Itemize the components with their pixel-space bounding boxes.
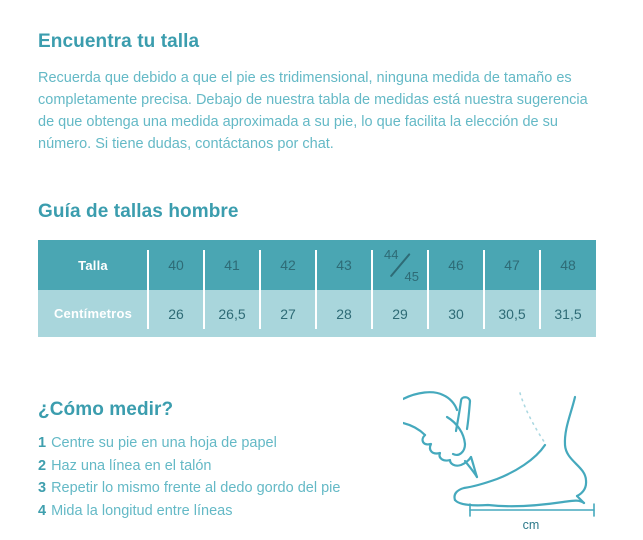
hand-with-pencil-icon: [403, 392, 477, 477]
split-size-top: 44: [384, 247, 399, 262]
step-number: 4: [38, 502, 47, 519]
size-cell: 46: [448, 257, 464, 273]
column-divider: [483, 250, 485, 329]
column-divider: [259, 250, 261, 329]
step-text: Haz una línea en el talón: [51, 457, 212, 474]
step-text: Mida la longitud entre líneas: [51, 502, 233, 519]
column-divider: [203, 250, 205, 329]
page-title: Encuentra tu talla: [38, 31, 200, 52]
how-to-title: ¿Cómo medir?: [38, 399, 174, 420]
split-size-bottom: 45: [404, 269, 419, 284]
unit-label: cm: [522, 518, 540, 532]
step-number: 1: [38, 435, 47, 451]
cm-cell: 27: [280, 305, 296, 322]
centimeters-label: Centímetros: [53, 306, 133, 321]
column-divider: [539, 250, 541, 329]
intro-paragraph: Recuerda que debido a que el pie es tridimensional, ninguna medida de tamaño es completamente precisa. Debajo de nuestra tabla de medidas está nuestra sugerencia de que obtenga una medida aproximada a su pie, lo que facilita la elección de su número. Si tiene dudas, contáctanos por chat.: [38, 70, 588, 152]
column-divider: [371, 250, 373, 329]
column-divider: [315, 250, 317, 329]
foot-measure-illustration: [403, 383, 628, 535]
size-cell: 41: [224, 257, 240, 273]
size-guide-title: Guía de tallas hombre: [38, 201, 239, 222]
step-number: 3: [38, 480, 47, 496]
cm-cell: 28: [336, 305, 352, 322]
cm-cell: 26,5: [218, 305, 246, 322]
cm-cell: 30: [448, 305, 464, 322]
talla-label: Talla: [78, 257, 108, 273]
step-number: 2: [38, 457, 47, 474]
size-table: [38, 240, 596, 337]
size-table-header-row: [38, 240, 596, 290]
size-cell: 42: [280, 257, 296, 273]
size-table-cm-row: [38, 290, 596, 337]
cm-cell: 31,5: [554, 305, 582, 322]
step-text: Centre su pie en una hoja de papel: [51, 435, 277, 451]
cm-cell: 30,5: [498, 305, 526, 322]
size-cell: 43: [336, 257, 352, 273]
step-text: Repetir lo mismo frente al dedo gordo del pie: [51, 480, 341, 496]
size-cell-44-45: [372, 240, 428, 290]
size-cell: 48: [560, 257, 576, 273]
cm-cell: 29: [392, 305, 408, 322]
foot-outline: [454, 393, 586, 506]
size-cell: 47: [504, 257, 520, 273]
size-cell: 40: [168, 257, 184, 273]
column-divider: [147, 250, 149, 329]
cm-cell: 26: [168, 305, 184, 322]
column-divider: [427, 250, 429, 329]
